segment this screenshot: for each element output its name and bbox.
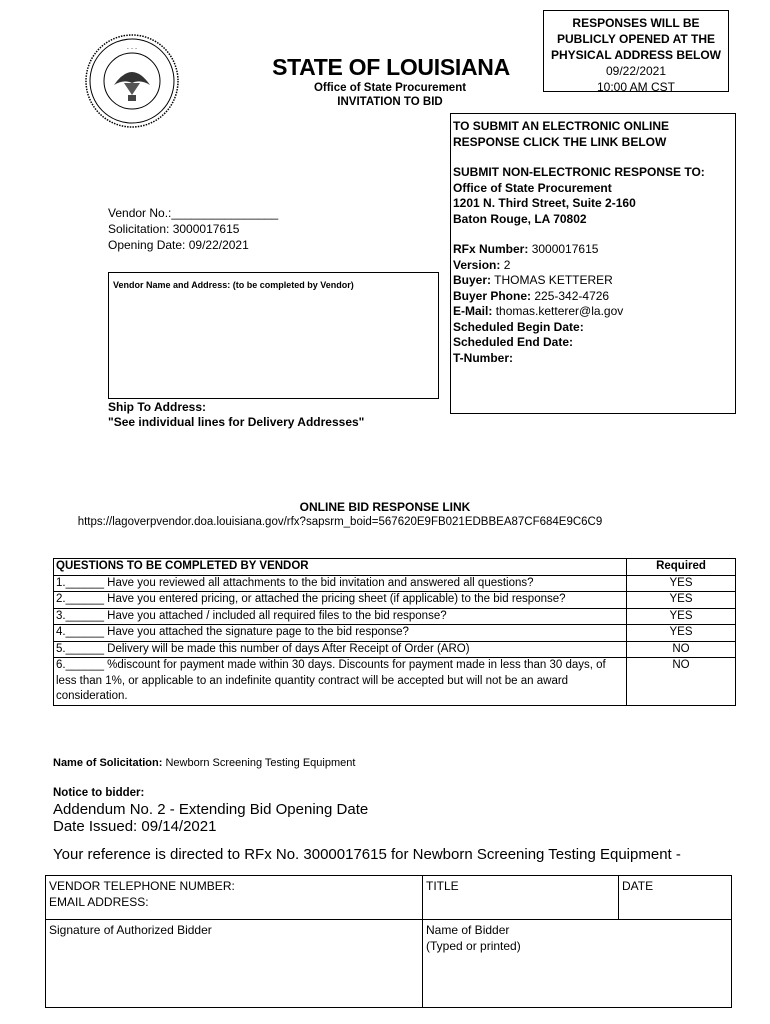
title-cell[interactable] [423,876,619,920]
date-cell[interactable] [619,876,732,920]
opening-date: 09/22/2021 [605,64,667,78]
notice-label: Notice to bidder: [53,787,145,799]
question-row [54,658,736,706]
office-name: Office of State Procurement [313,82,467,94]
page-title: STATE OF LOUISIANA [272,54,510,80]
questions-table [53,558,736,706]
question-required: NO [627,641,736,658]
rfx-label: RFx Number: [453,242,529,256]
scheduled-begin-date: Scheduled Begin Date: [453,319,584,334]
vendor-name-address-box[interactable] [108,272,439,399]
question-row [54,625,736,642]
buyer-phone [453,289,609,305]
address-line-3: Baton Rouge, LA 70802 [453,211,587,226]
date-issued: Date Issued: 09/14/2021 [53,818,217,835]
question-required: YES [627,575,736,592]
email-value: thomas.ketterer@la.gov [495,304,624,318]
date-label: DATE [622,879,654,893]
opening-time: 10:00 AM CST [596,80,676,94]
questions-header-row [54,559,736,576]
notice-body [53,801,368,835]
t-number: T-Number: [453,350,513,365]
version-label: Version: [453,257,501,272]
version [453,258,510,274]
question-required: YES [627,625,736,642]
email-address-label: EMAIL ADDRESS: [49,894,149,909]
signature-row-2 [46,920,732,1008]
question-text[interactable]: 1.______ Have you reviewed all attachments to the bid invitation and answered all questions? [54,575,627,592]
ship-to-value: "See individual lines for Delivery Addresses" [108,415,365,429]
rfx-value: 3000017615 [531,242,599,256]
submission-info-box [450,113,736,414]
nonelectronic-heading: SUBMIT NON-ELECTRONIC RESPONSE TO: [453,165,705,179]
scheduled-end-date: Scheduled End Date: [453,335,574,349]
bidder-name-label: Name of Bidder [426,923,510,937]
notice-line-2: PUBLICLY OPENED AT THE [556,32,716,46]
question-row [54,641,736,658]
signature-label: Signature of Authorized Bidder [49,923,212,937]
address-line-2: 1201 N. Third Street, Suite 2-160 [453,196,636,210]
questions-header: QUESTIONS TO BE COMPLETED BY VENDOR [54,559,627,576]
solicitation-name-value: Newborn Screening Testing Equipment [165,757,356,769]
phone-email-cell[interactable] [46,876,423,920]
electronic-line-1: TO SUBMIT AN ELECTRONIC ONLINE [453,119,669,133]
vendor-box-label: Vendor Name and Address: (to be completed by Vendor) [113,280,354,290]
signature-table [45,875,732,1008]
ship-to [108,400,364,430]
question-row [54,608,736,625]
telephone-label: VENDOR TELEPHONE NUMBER: [49,879,235,893]
question-text[interactable]: 3.______ Have you attached / included all required files to the bid response? [54,608,627,625]
required-header: Required [627,559,736,576]
document-type: INVITATION TO BID [337,96,443,108]
question-required: NO [627,658,736,706]
solicitation-number: Solicitation: 3000017615 [108,222,240,236]
addendum-line: Addendum No. 2 - Extending Bid Opening Date [53,801,369,818]
question-text[interactable]: 5.______ Delivery will be made this number of days After Receipt of Order (ARO) [54,641,627,658]
reference-line: Your reference is directed to RFx No. 3000017615 for Newborn Screening Testing Equipment - [53,846,681,863]
title-label: TITLE [426,879,459,893]
online-link-title: ONLINE BID RESPONSE LINK [299,500,471,514]
question-required: YES [627,608,736,625]
question-row [54,575,736,592]
electronic-line-2: RESPONSE CLICK THE LINK BELOW [453,134,667,149]
solicitation-name-label: Name of Solicitation: [53,757,163,769]
question-required: YES [627,592,736,609]
svg-text:· · ·: · · · [126,45,138,53]
vendor-info [108,205,278,253]
question-text[interactable]: 4.______ Have you attached the signature page to the bid response? [54,625,627,642]
question-row [54,592,736,609]
response-opening-notice [543,10,729,92]
bidder-name-cell[interactable] [423,920,732,1008]
office-subtitle [300,81,480,109]
notice-line-1: RESPONSES WILL BE [572,16,700,30]
email-label: E-Mail: [453,304,493,318]
buyer-value: THOMAS KETTERER [494,273,613,287]
state-seal [84,33,180,129]
ship-to-label: Ship To Address: [108,400,207,414]
notice-line-3: PHYSICAL ADDRESS BELOW [550,48,721,62]
address-line-1: Office of State Procurement [453,180,612,195]
question-text[interactable]: 6.______ %discount for payment made within 30 days. Discounts for payment made in less than 30 days, of less than 1%, or applicable to an indefinite quantity contract will be accepted but will not be an award consideration. [54,658,627,706]
version-value: 2 [503,257,511,272]
phone-value: 225-342-4726 [534,288,610,303]
vendor-number: Vendor No.:________________ [108,206,279,220]
opening-date-line: Opening Date: 09/22/2021 [108,238,249,252]
question-text[interactable]: 2.______ Have you entered pricing, or attached the pricing sheet (if applicable) to the bid response? [54,592,627,609]
bidder-name-sub: (Typed or printed) [426,938,521,953]
online-bid-link[interactable]: https://lagoverpvendor.doa.louisiana.gov/rfx?sapsrm_boid=567620E9FB021EDBBEA87CF684E9C6C9 [77,516,603,528]
buyer [453,273,613,289]
rfx-number [453,242,598,258]
signature-cell[interactable] [46,920,423,1008]
signature-row-1 [46,876,732,920]
phone-label: Buyer Phone: [453,288,532,303]
buyer-email [453,304,623,320]
solicitation-name [53,757,355,769]
buyer-label: Buyer: [453,273,492,287]
